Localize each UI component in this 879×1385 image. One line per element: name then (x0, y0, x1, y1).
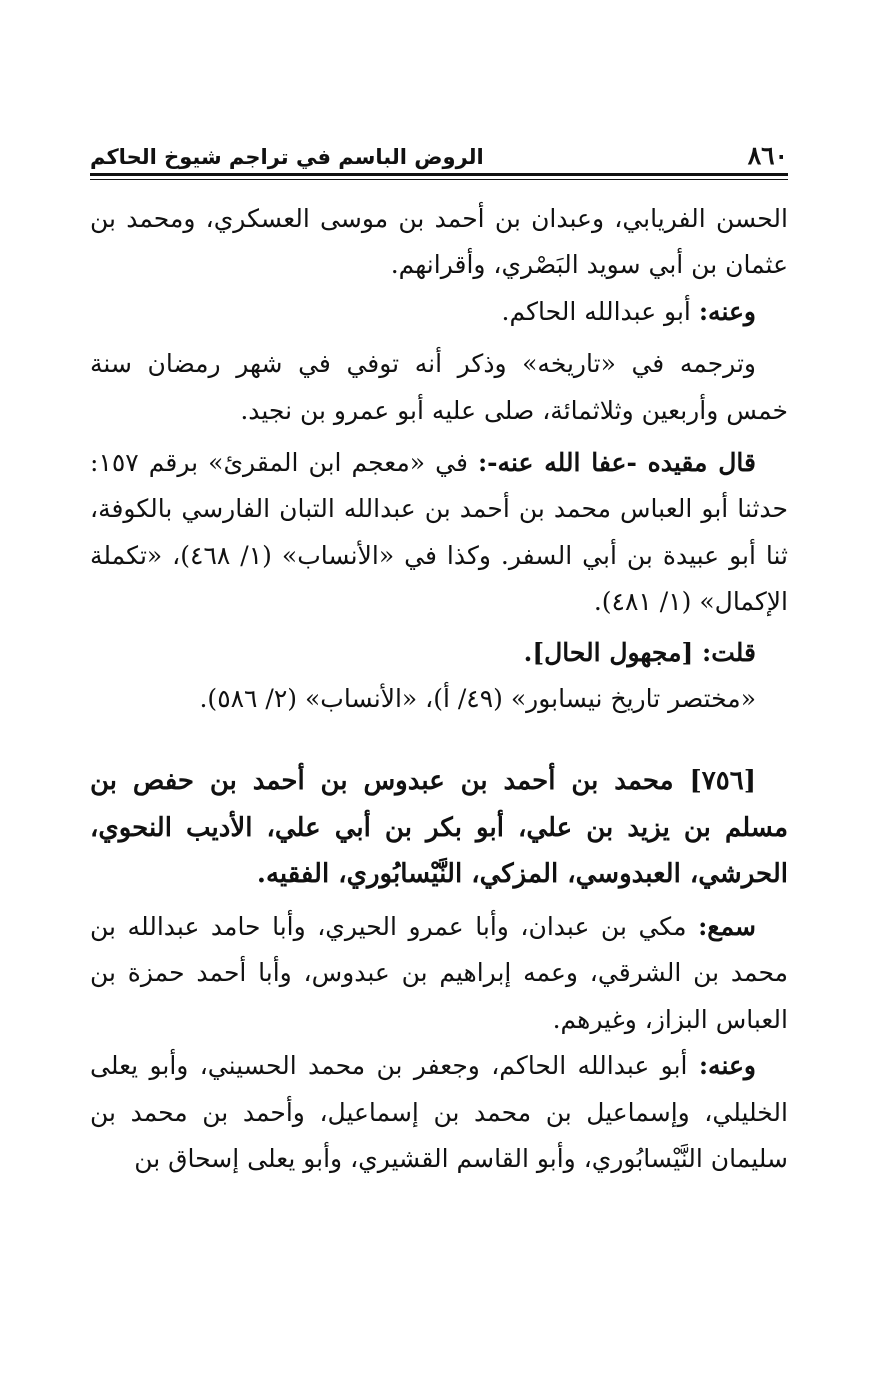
paragraph-text: في «معجم ابن المقرئ» برقم ١٥٧: حدثنا أبو العباس محمد بن أحمد بن عبدالله التبان الفارسي بالكوفة، ثنا أبو عبيدة بن أبي السفر. وكذا في «الأنساب» (١/ ٤٦٨)، «تكملة الإكمال» (١/ ٤٨١). (90, 448, 789, 617)
paragraph-text: أبو عبدالله الحاكم. (501, 296, 699, 326)
paragraph-lead: وعنه: (698, 296, 756, 326)
paragraph (90, 630, 788, 676)
paragraph-lead: وعنه: (698, 1051, 756, 1081)
paragraph (90, 440, 788, 626)
paragraph-text: أبو عبدالله الحاكم، وجعفر بن محمد الحسيني، وأبو يعلى الخليلي، وإسماعيل بن محمد بن إسماعيل، وأحمد بن محمد بن سليمان النَّيْسابُوري، وأبو القاسم القشيري، وأبو يعلى إسحاق بن (90, 1051, 788, 1173)
paragraph (90, 1043, 788, 1182)
paragraph-lead: قلت: [مجهول الحال]. (523, 637, 756, 667)
biography-entry-heading: [٧٥٦] محمد بن أحمد بن عبدوس بن أحمد بن حفص بن مسلم بن يزيد بن علي، أبو بكر بن أبي علي، الأديب النحوي، الحرشي، العبدوسي، المزكي، النَّيْسابُوري، الفقيه. (90, 766, 788, 890)
header-rule-thick (90, 173, 788, 176)
paragraph (90, 904, 788, 1043)
header-rule-thin (90, 179, 788, 180)
paragraph (90, 341, 788, 434)
running-header (90, 140, 788, 174)
paragraph-text: «مختصر تاريخ نيسابور» (٤٩/ أ)، «الأنساب» (٢/ ٥٨٦). (199, 684, 756, 714)
paragraph-text: مكي بن عبدان، وأبا عمرو الحيري، وأبا حامد عبدالله بن محمد بن الشرقي، وعمه إبراهيم بن عبدوس، وأبا أحمد حمزة بن العباس البزاز، وغيرهم. (90, 911, 788, 1034)
page-number: ٨٦٠ (747, 141, 788, 170)
book-title: الروض الباسم في تراجم شيوخ الحاكم (90, 145, 484, 169)
source-citation (90, 676, 788, 722)
paragraph-lead: قال مقيده -عفا الله عنه-: (477, 448, 756, 478)
paragraph-lead: سمع: (698, 911, 756, 941)
paragraph (90, 289, 788, 335)
paragraph-text: وترجمه في «تاريخه» وذكر أنه توفي في شهر رمضان سنة خمس وأربعين وثلاثمائة، صلى عليه أبو عمرو بن نجيد. (90, 349, 788, 425)
page-body (90, 196, 788, 1182)
paragraph (90, 196, 788, 289)
paragraph-text: الحسن الفريابي، وعبدان بن أحمد بن موسى العسكري، ومحمد بن عثمان بن أبي سويد البَصْري، وأقرانهم. (90, 204, 788, 280)
